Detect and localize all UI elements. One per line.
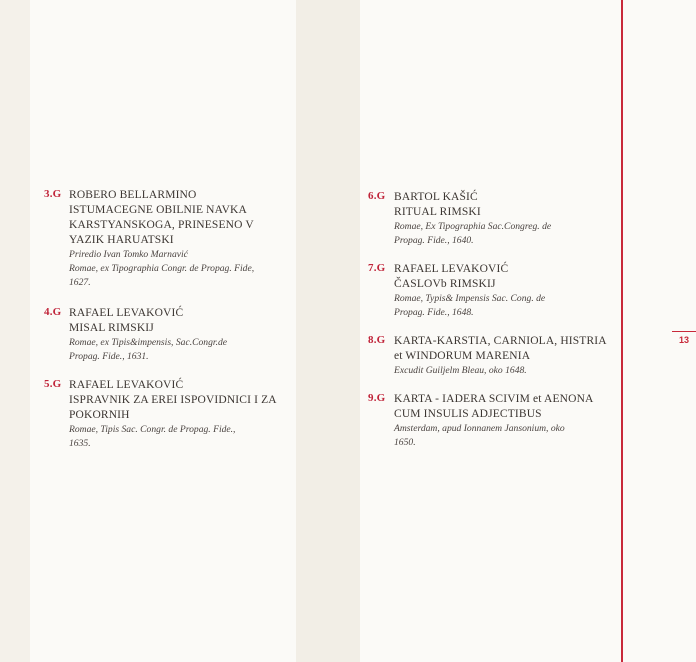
entry-number: 7.G <box>368 262 386 274</box>
right-page <box>360 0 622 662</box>
entry-detail-line: Romae, ex Tipis&impensis, Sac.Congr.de <box>69 337 228 348</box>
entry-detail-line: 1650. <box>394 437 416 448</box>
entry-detail-line: Excudit Guiljelm Bleau, oko 1648. <box>394 365 527 376</box>
page-number: 13 <box>678 335 689 345</box>
entry-title-line: RITUAL RIMSKI <box>394 206 481 218</box>
entry-detail-line: Romae, Tipis Sac. Congr. de Propag. Fide., <box>69 424 236 435</box>
red-margin-rule <box>621 0 623 662</box>
entry-number: 8.G <box>368 334 386 346</box>
entry-detail-line: Romae, Typis& Impensis Sac. Cong. de <box>394 293 546 304</box>
entry-title-line: RAFAEL LEVAKOVIĆ <box>69 379 184 391</box>
entry-title-line: POKORNIH <box>69 409 130 421</box>
entry-detail-line: Romae, Ex Tipographia Sac.Congreg. de <box>394 221 552 232</box>
entry-detail-line: Propag. Fide., 1648. <box>394 307 474 318</box>
entry-detail-line: Propag. Fide., 1631. <box>69 351 149 362</box>
entry-number: 4.G <box>44 306 62 318</box>
page-number-rule <box>672 331 696 332</box>
entry-title-line: YAZIK HARUATSKI <box>69 234 174 246</box>
entry-title-line: MISAL RIMSKIJ <box>69 322 154 334</box>
entry-title-line: et WINDORUM MARENIA <box>394 350 531 362</box>
entry-detail-line: 1635. <box>69 438 91 449</box>
entry-detail-line: Romae, ex Tipographia Congr. de Propag. Fide, <box>69 263 255 274</box>
entry-title-line: CUM INSULIS ADJECTIBUS <box>394 408 542 420</box>
entry-detail-line: Propag. Fide., 1640. <box>394 235 474 246</box>
entry-number: 9.G <box>368 392 386 404</box>
entry-title-line: KARTA-KARSTIA, CARNIOLA, HISTRIA <box>394 335 607 347</box>
entry-title-line: ISPRAVNIK ZA EREI ISPOVIDNICI I ZA <box>69 394 277 406</box>
entry-detail-line: 1627. <box>69 277 91 288</box>
entry-title-line: ROBERO BELLARMINO <box>69 189 197 201</box>
entry-title-line: RAFAEL LEVAKOVIĆ <box>394 263 509 275</box>
entry-title-line: ISTUMACEGNE OBILNIE NAVKA <box>69 204 247 216</box>
entry-number: 5.G <box>44 378 62 390</box>
entry-number: 3.G <box>44 188 62 200</box>
entry-number: 6.G <box>368 190 386 202</box>
entry-detail-line: Amsterdam, apud Ionnanem Jansonium, oko <box>394 423 565 434</box>
entry-title-line: RAFAEL LEVAKOVIĆ <box>69 307 184 319</box>
entry-detail-line: Priredio Ivan Tomko Marnavić <box>69 249 188 260</box>
entry-title-line: KARTA - IADERA SCIVIM et AENONA <box>394 393 594 405</box>
entry-title-line: KARSTYANSKOGA, PRINESENO V <box>69 219 254 231</box>
entry-title-line: ČASLOVb RIMSKIJ <box>394 278 496 290</box>
page-gutter <box>296 0 360 662</box>
entry-title-line: BARTOL KAŠIĆ <box>394 191 478 203</box>
